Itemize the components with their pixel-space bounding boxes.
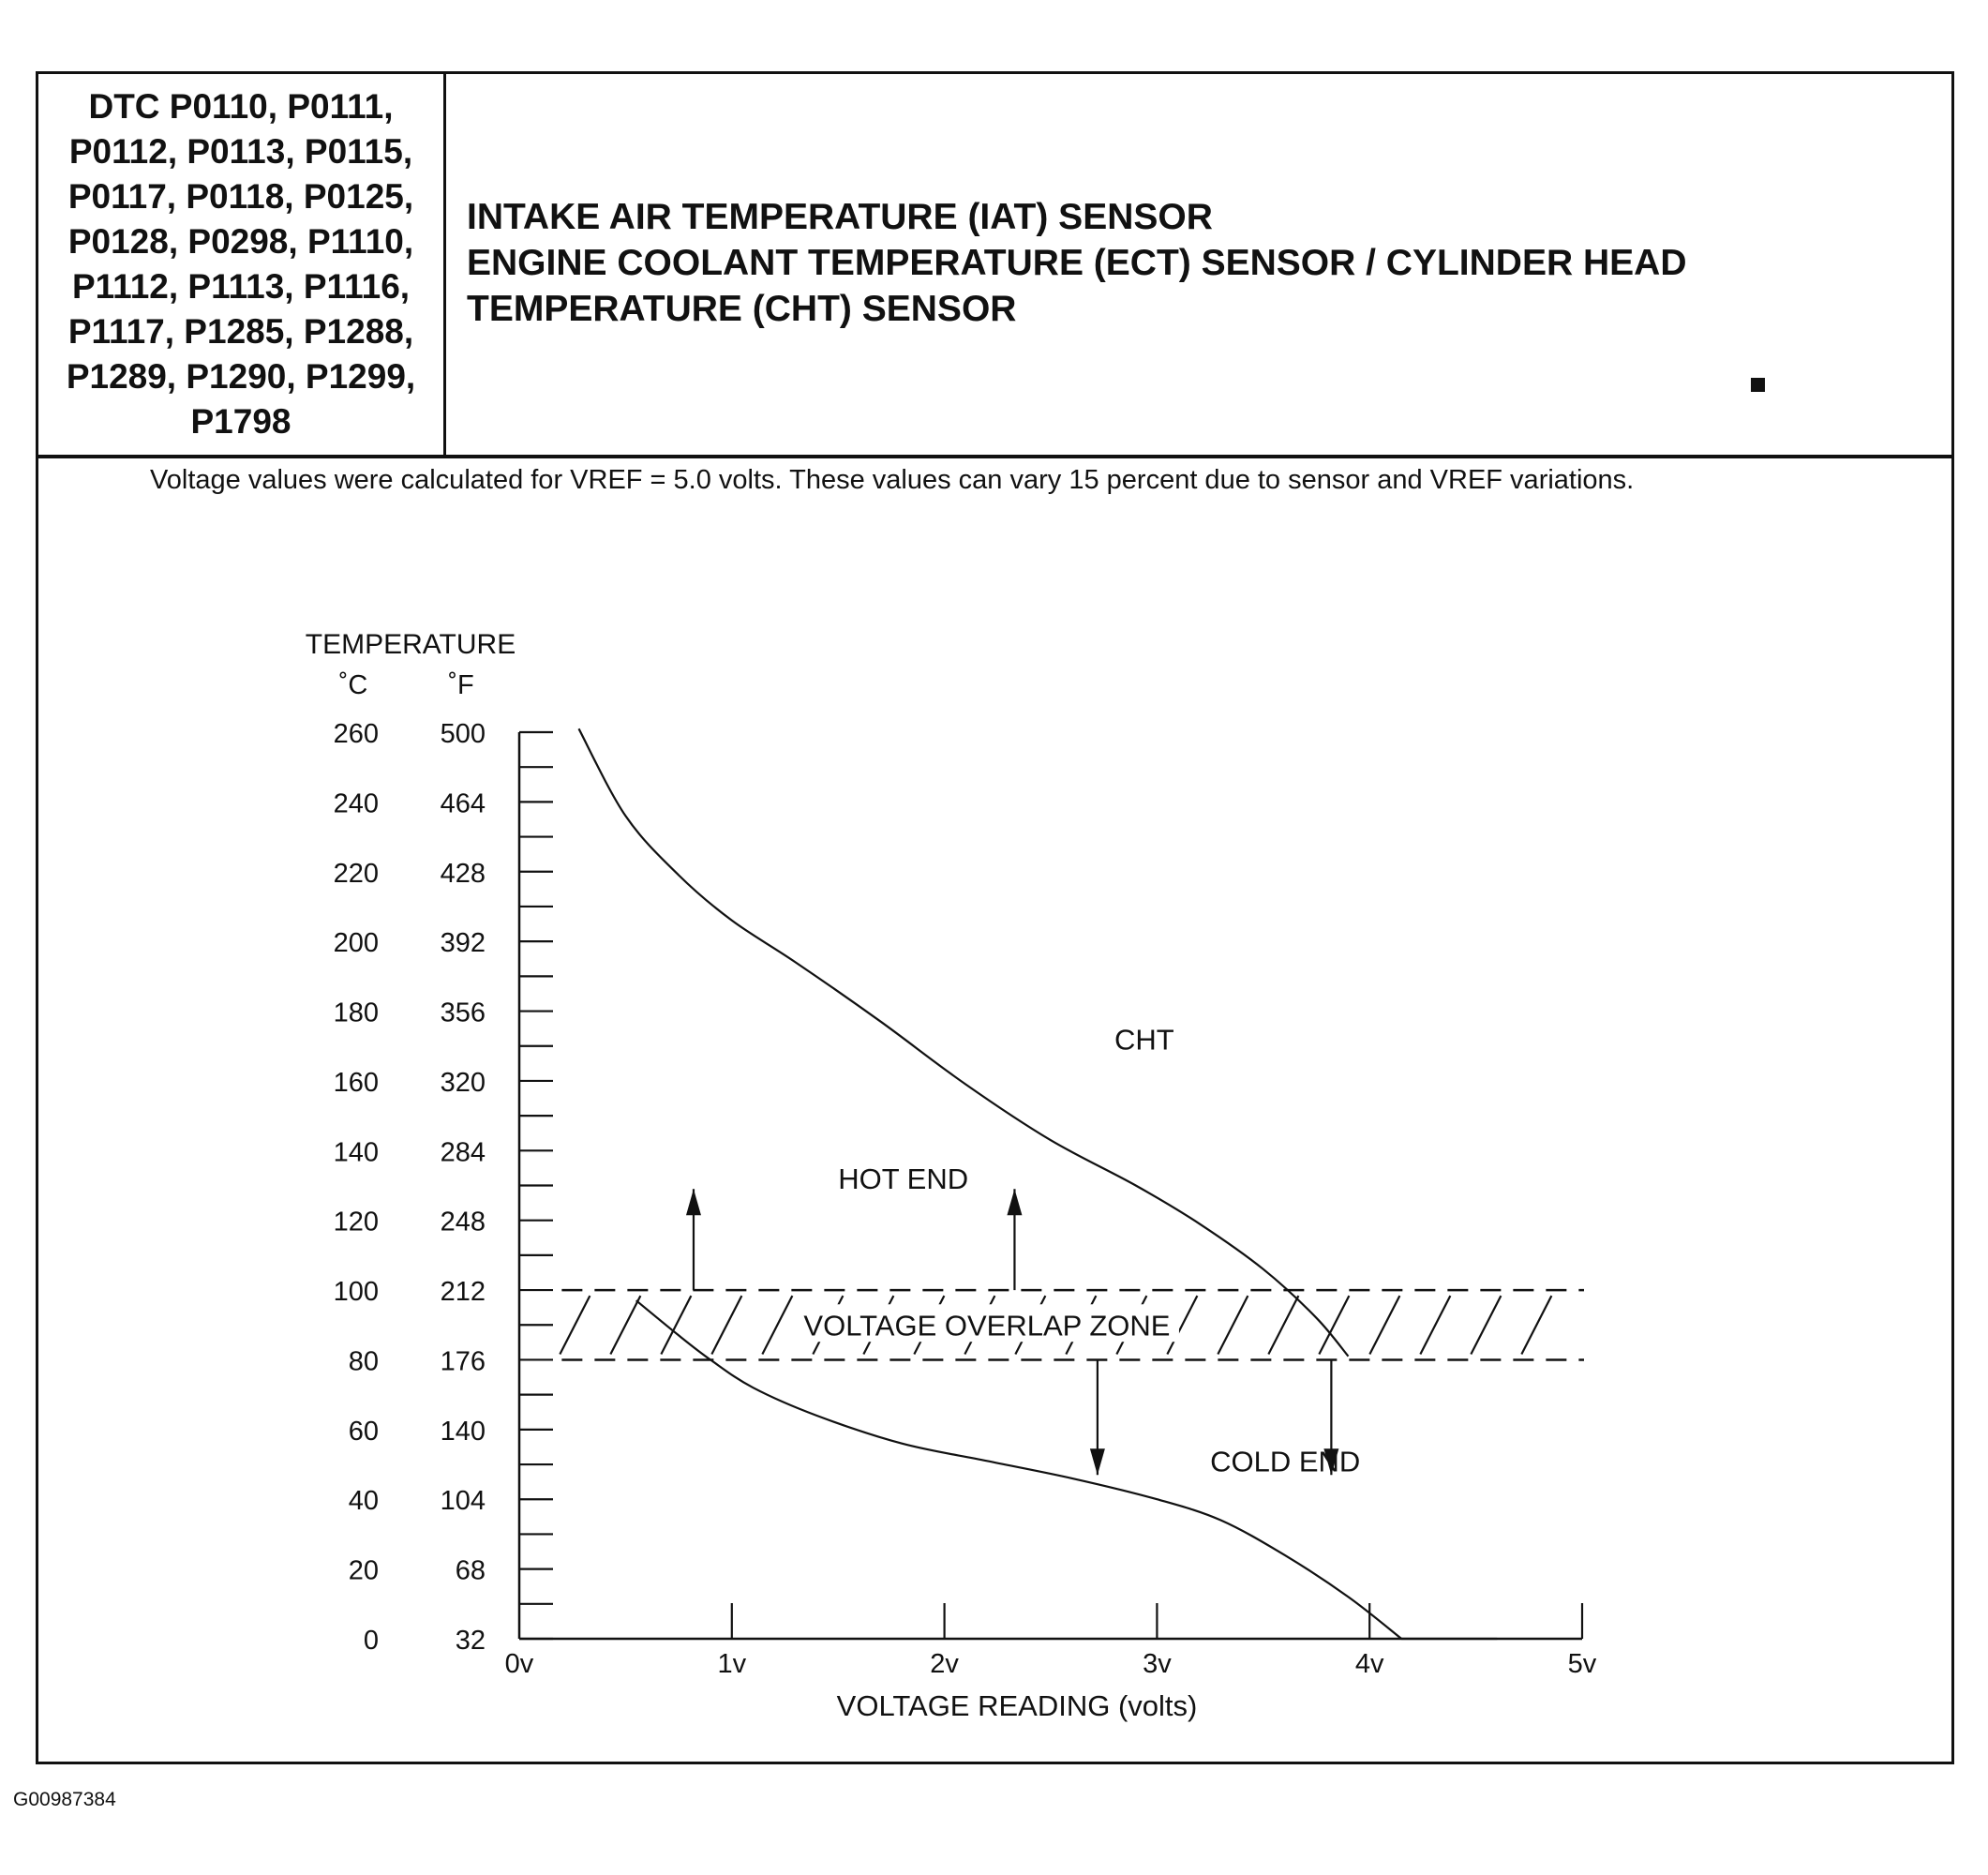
title-line-1: INTAKE AIR TEMPERATURE (IAT) SENSOR xyxy=(467,197,1213,237)
figure-id: G00987384 xyxy=(13,1789,116,1810)
y-tick-label-celsius: 60 xyxy=(348,1416,379,1447)
voltage-note: Voltage values were calculated for VREF = 5.0 volts. These values can vary 15 percent due to sensor and VREF variations. xyxy=(150,465,1635,495)
y-tick-label-celsius: 120 xyxy=(333,1207,379,1238)
y-tick-label-celsius: 0 xyxy=(363,1626,379,1656)
hatch-line xyxy=(1218,1296,1248,1354)
title-line-3: TEMPERATURE (CHT) SENSOR xyxy=(467,289,1017,329)
y-tick-label-fahrenheit: 32 xyxy=(455,1626,486,1656)
hot-end-annotation: HOT END xyxy=(838,1162,969,1196)
y-tick-label-celsius: 220 xyxy=(333,858,379,889)
x-tick-label: 2v xyxy=(930,1649,959,1679)
hatch-line xyxy=(711,1296,741,1354)
overlap-zone-label: VOLTAGE OVERLAP ZONE xyxy=(803,1309,1171,1342)
hatch-line xyxy=(1420,1296,1450,1354)
y-tick-label-celsius: 40 xyxy=(348,1486,379,1517)
y-tick-label-celsius: 140 xyxy=(333,1137,379,1168)
y-tick-label-fahrenheit: 140 xyxy=(440,1416,486,1447)
axes-layer xyxy=(519,732,1582,1639)
hatch-line xyxy=(1268,1296,1298,1354)
title-line-2: ENGINE COOLANT TEMPERATURE (ECT) SENSOR / CYLINDER HEAD xyxy=(467,243,1687,283)
y-tick-label-celsius: 180 xyxy=(333,998,379,1028)
y-tick-label-fahrenheit: 104 xyxy=(440,1486,486,1517)
cold-end-annotation: COLD END xyxy=(1210,1445,1361,1478)
series-layer xyxy=(579,728,1498,1639)
hatch-line xyxy=(762,1296,792,1354)
y-tick-label-fahrenheit: 68 xyxy=(455,1555,486,1586)
x-axis-title: VOLTAGE READING (volts) xyxy=(836,1689,1198,1722)
hatch-line xyxy=(1521,1296,1551,1354)
y-tick-label-fahrenheit: 500 xyxy=(440,719,486,749)
y-tick-label-fahrenheit: 320 xyxy=(440,1067,486,1098)
y-axis-unit-fahrenheit: ˚F xyxy=(448,670,474,700)
x-tick-label: 4v xyxy=(1354,1649,1384,1679)
y-tick-label-fahrenheit: 464 xyxy=(440,788,486,819)
y-tick-label-fahrenheit: 248 xyxy=(440,1207,486,1238)
x-tick-label: 3v xyxy=(1143,1649,1172,1679)
x-tick-label: 1v xyxy=(717,1649,747,1679)
y-tick-label-celsius: 80 xyxy=(348,1346,379,1377)
y-tick-label-celsius: 20 xyxy=(348,1555,379,1586)
hatch-line xyxy=(1471,1296,1501,1354)
y-tick-label-celsius: 160 xyxy=(333,1067,379,1098)
y-tick-label-celsius: 200 xyxy=(333,928,379,959)
cht-annotation: CHT xyxy=(1114,1023,1174,1057)
y-tick-label-fahrenheit: 176 xyxy=(440,1346,486,1377)
y-tick-label-fahrenheit: 212 xyxy=(440,1277,486,1308)
dtc-codes: DTC P0110, P0111, P0112, P0113, P0115, P0117, P0118, P0125, P0128, P0298, P1110, P1112, P1113, P1116, P1117, P1285, P1288, P1289, P1290, P1299, P1798 xyxy=(66,87,416,441)
y-tick-label-fahrenheit: 284 xyxy=(440,1137,486,1168)
y-tick-label-celsius: 240 xyxy=(333,788,379,819)
y-tick-label-fahrenheit: 392 xyxy=(440,928,486,959)
y-tick-label-celsius: 100 xyxy=(333,1277,379,1308)
x-tick-label: 0v xyxy=(504,1649,534,1679)
hatch-line xyxy=(610,1296,640,1354)
y-tick-label-fahrenheit: 356 xyxy=(440,998,486,1028)
text-layer xyxy=(306,629,1597,1722)
up-arrow-head xyxy=(686,1189,701,1215)
y-tick-label-fahrenheit: 428 xyxy=(440,858,486,889)
y-tick-label-celsius: 260 xyxy=(333,719,379,749)
down-arrow-head xyxy=(1090,1448,1105,1475)
hatch-line xyxy=(1369,1296,1399,1354)
up-arrow-head xyxy=(1007,1189,1022,1215)
x-tick-label: 5v xyxy=(1567,1649,1597,1679)
y-axis-title: TEMPERATURE xyxy=(305,629,516,660)
y-axis-unit-celsius: ˚C xyxy=(338,670,368,700)
hatch-line xyxy=(560,1296,590,1354)
